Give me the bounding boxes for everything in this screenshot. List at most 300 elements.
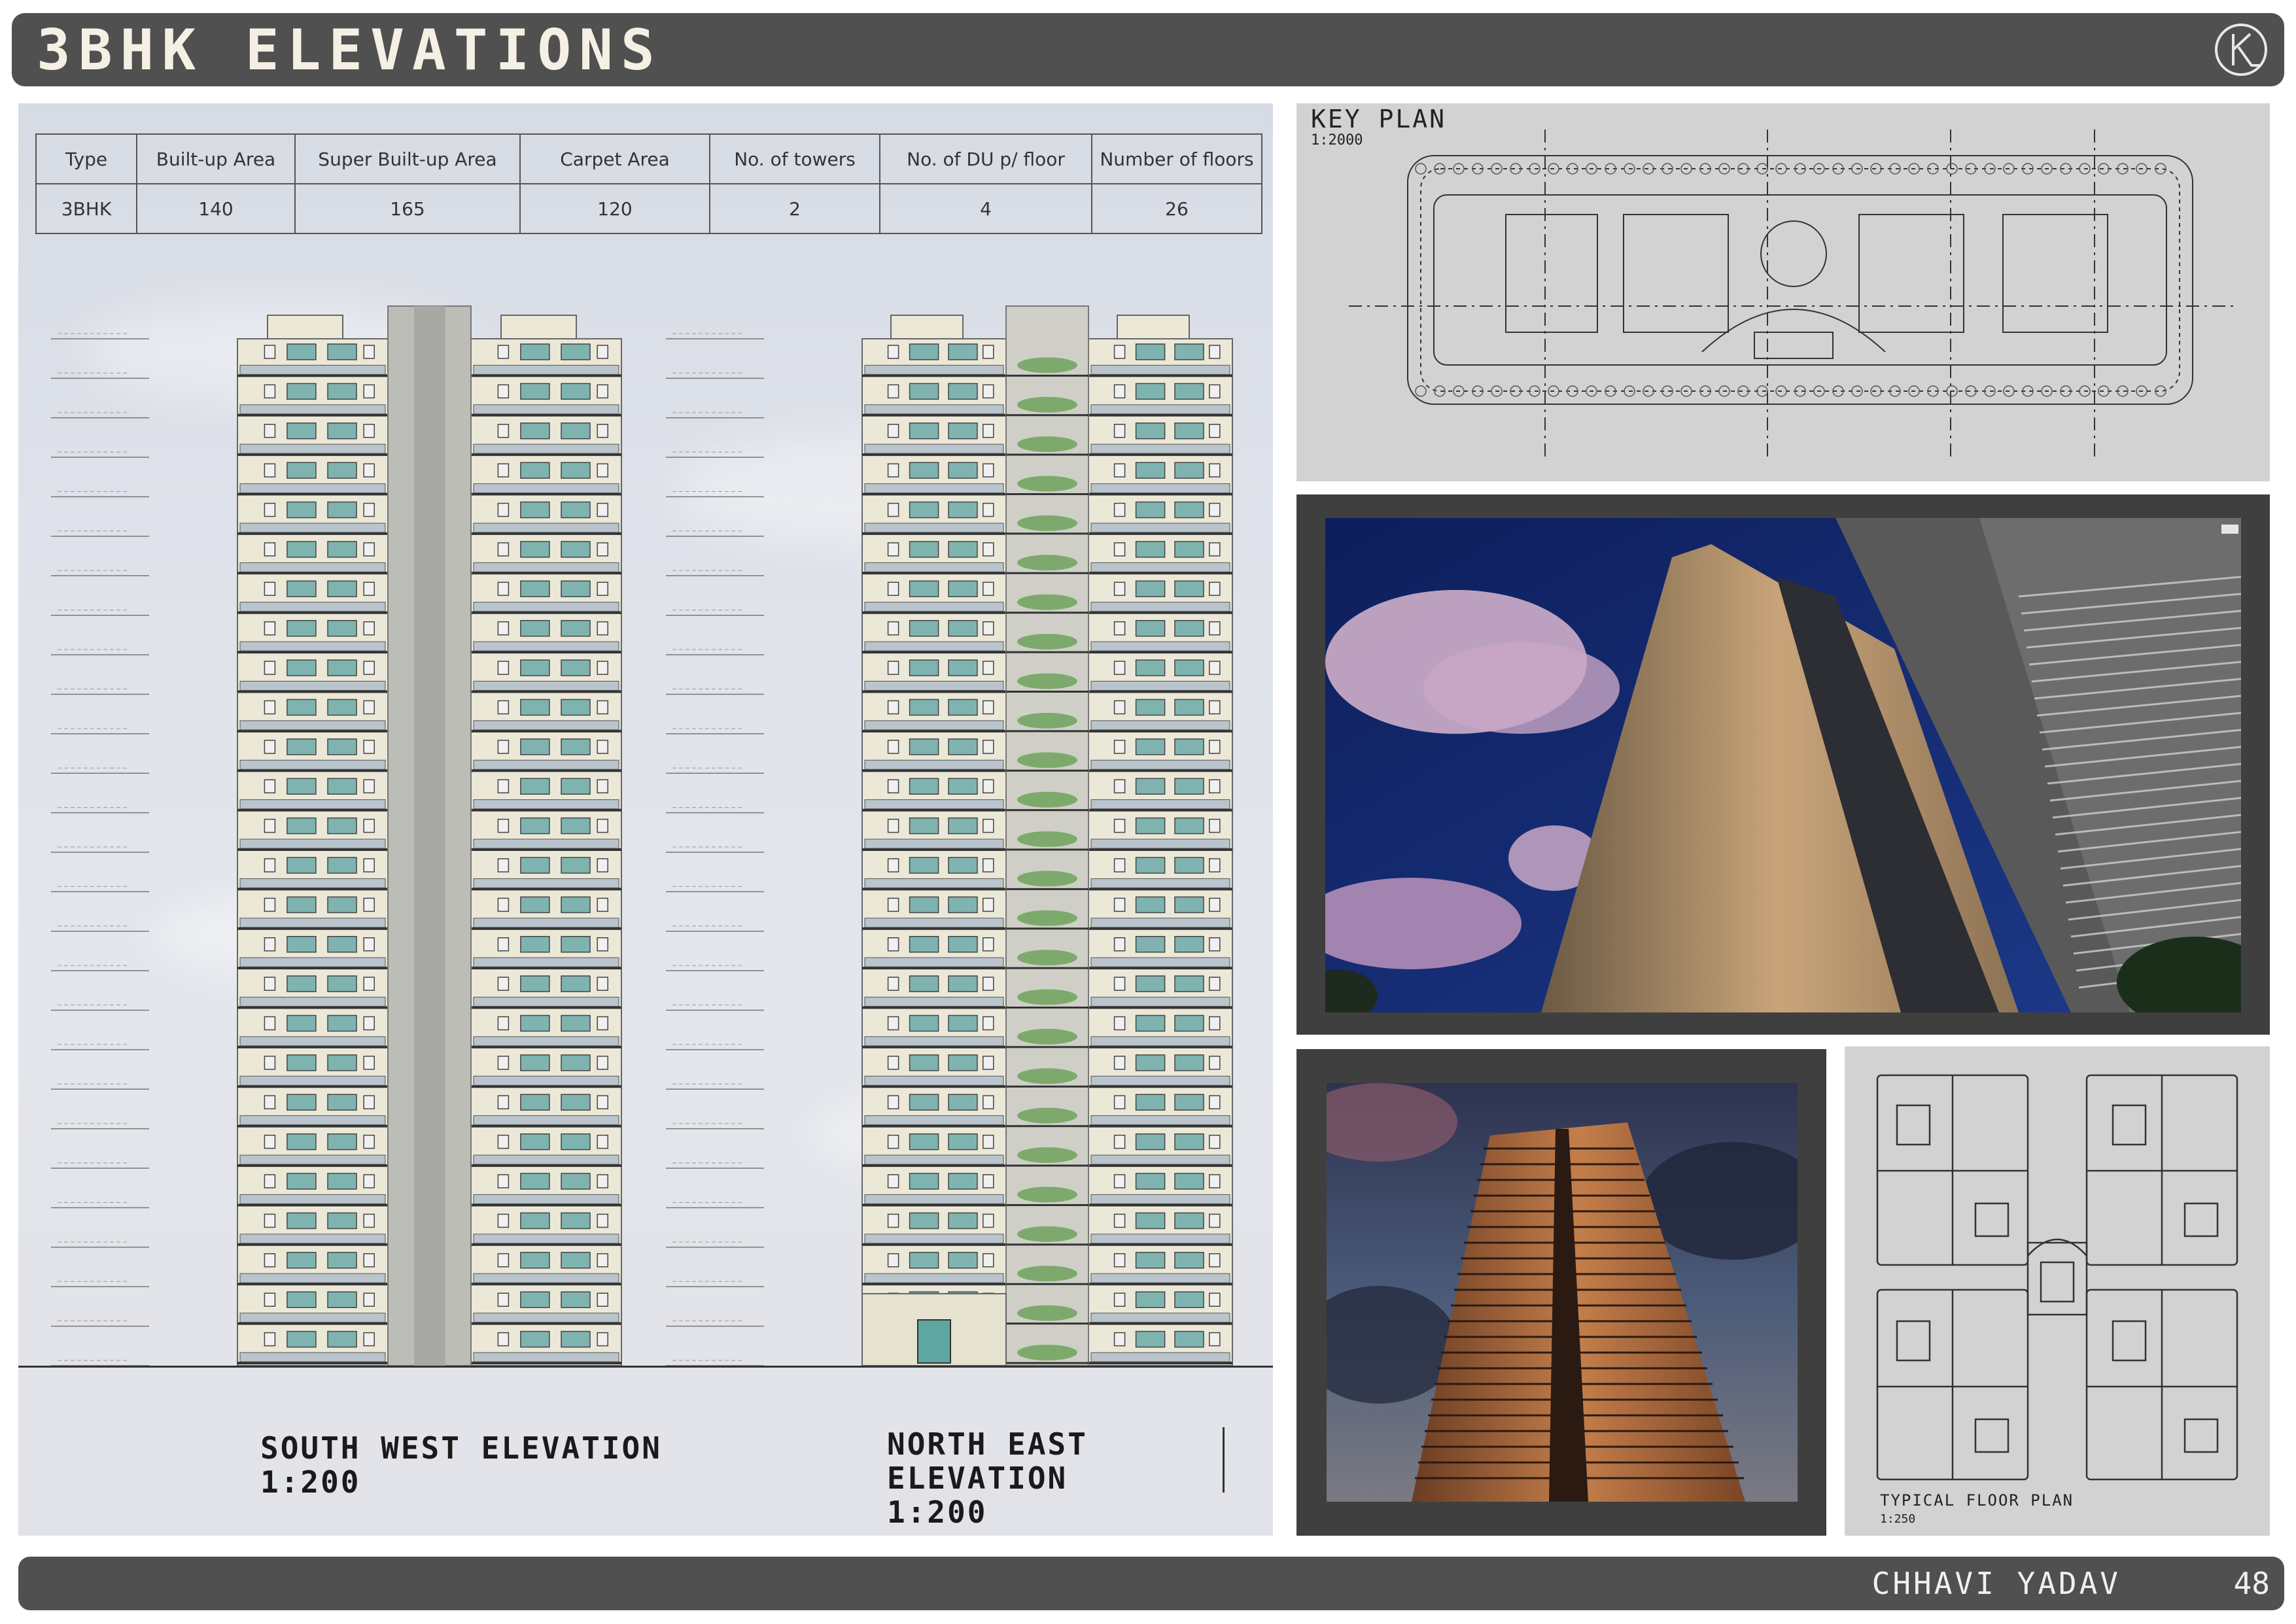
window bbox=[948, 1055, 977, 1071]
window bbox=[1175, 818, 1204, 834]
window bbox=[1136, 778, 1165, 794]
site-plan-drawing bbox=[1296, 103, 2270, 481]
window bbox=[1175, 937, 1204, 952]
window bbox=[597, 1096, 608, 1109]
window bbox=[1115, 1017, 1125, 1030]
window bbox=[287, 897, 316, 912]
window bbox=[264, 820, 275, 833]
balcony-railing bbox=[474, 1313, 619, 1322]
balcony-railing bbox=[865, 997, 1003, 1007]
window bbox=[364, 1096, 374, 1109]
title-bar bbox=[12, 13, 2284, 86]
window bbox=[561, 778, 590, 794]
window bbox=[910, 1213, 939, 1228]
window bbox=[1209, 740, 1220, 753]
window bbox=[910, 1094, 939, 1110]
balcony-railing bbox=[1091, 958, 1230, 967]
window bbox=[888, 622, 899, 635]
window bbox=[910, 542, 939, 557]
window bbox=[328, 502, 357, 518]
floor-plan-panel bbox=[1845, 1046, 2270, 1536]
window bbox=[287, 423, 316, 439]
window bbox=[1209, 504, 1220, 517]
window bbox=[498, 1056, 508, 1069]
window bbox=[597, 780, 608, 793]
logo-icon bbox=[2212, 21, 2270, 78]
window bbox=[364, 1017, 374, 1030]
window bbox=[498, 898, 508, 911]
window bbox=[561, 660, 590, 676]
balcony-railing bbox=[240, 760, 385, 769]
window bbox=[364, 1056, 374, 1069]
window bbox=[948, 818, 977, 834]
window bbox=[948, 621, 977, 636]
window bbox=[1136, 1253, 1165, 1268]
window bbox=[1175, 542, 1204, 557]
window bbox=[910, 857, 939, 873]
balcony-railing bbox=[474, 1234, 619, 1243]
window bbox=[983, 1254, 994, 1267]
col-carpet: Carpet Area bbox=[520, 134, 710, 184]
window bbox=[521, 1134, 549, 1150]
window bbox=[561, 857, 590, 873]
window bbox=[264, 464, 275, 477]
planter bbox=[1017, 1266, 1077, 1281]
balcony-railing bbox=[474, 1194, 619, 1203]
balcony-railing bbox=[240, 958, 385, 967]
window bbox=[948, 1134, 977, 1150]
window bbox=[1115, 977, 1125, 990]
window bbox=[1209, 1175, 1220, 1188]
window bbox=[498, 543, 508, 556]
window bbox=[561, 818, 590, 834]
window bbox=[948, 383, 977, 399]
window bbox=[1175, 462, 1204, 478]
window bbox=[1136, 1016, 1165, 1031]
window bbox=[888, 700, 899, 714]
balcony-railing bbox=[240, 997, 385, 1007]
balcony-railing bbox=[1091, 1037, 1230, 1046]
window bbox=[561, 1094, 590, 1110]
window bbox=[498, 504, 508, 517]
planter bbox=[1017, 752, 1077, 768]
window bbox=[264, 1056, 275, 1069]
window bbox=[597, 898, 608, 911]
window bbox=[983, 1214, 994, 1227]
window bbox=[910, 383, 939, 399]
window bbox=[597, 1056, 608, 1069]
window bbox=[264, 385, 275, 398]
window bbox=[1115, 1175, 1125, 1188]
window bbox=[561, 976, 590, 992]
window bbox=[1136, 818, 1165, 834]
planter bbox=[1017, 1226, 1077, 1242]
window bbox=[983, 622, 994, 635]
window bbox=[364, 700, 374, 714]
window bbox=[1115, 1096, 1125, 1109]
window bbox=[498, 1333, 508, 1346]
balcony-railing bbox=[865, 444, 1003, 453]
window bbox=[521, 937, 549, 952]
window bbox=[1115, 859, 1125, 872]
window bbox=[1209, 1135, 1220, 1149]
window bbox=[1209, 582, 1220, 595]
window bbox=[364, 1254, 374, 1267]
balcony-railing bbox=[1091, 997, 1230, 1007]
window bbox=[1209, 938, 1220, 951]
window bbox=[287, 739, 316, 755]
window bbox=[287, 857, 316, 873]
window bbox=[328, 581, 357, 596]
col-floors: Number of floors bbox=[1092, 134, 1262, 184]
window bbox=[1209, 898, 1220, 911]
window bbox=[1136, 502, 1165, 518]
window bbox=[1136, 423, 1165, 439]
window bbox=[328, 1055, 357, 1071]
window bbox=[287, 699, 316, 715]
window bbox=[597, 1293, 608, 1306]
window bbox=[1209, 780, 1220, 793]
window bbox=[1115, 345, 1125, 358]
window bbox=[888, 1254, 899, 1267]
planter bbox=[1017, 871, 1077, 886]
window bbox=[498, 820, 508, 833]
balcony-railing bbox=[474, 958, 619, 967]
window bbox=[287, 976, 316, 992]
window bbox=[597, 1175, 608, 1188]
balcony-railing bbox=[240, 602, 385, 612]
balcony-railing bbox=[474, 800, 619, 809]
window bbox=[364, 780, 374, 793]
window bbox=[983, 424, 994, 438]
balcony-railing bbox=[865, 681, 1003, 690]
window bbox=[948, 542, 977, 557]
window bbox=[498, 385, 508, 398]
window bbox=[264, 345, 275, 358]
window bbox=[888, 464, 899, 477]
window bbox=[287, 581, 316, 596]
balcony-railing bbox=[865, 800, 1003, 809]
window bbox=[910, 660, 939, 676]
window bbox=[521, 1094, 549, 1110]
window bbox=[264, 1214, 275, 1227]
window bbox=[888, 938, 899, 951]
window bbox=[1175, 1332, 1204, 1347]
window bbox=[597, 543, 608, 556]
window bbox=[328, 1332, 357, 1347]
window bbox=[888, 345, 899, 358]
balcony-railing bbox=[240, 918, 385, 927]
window bbox=[1209, 385, 1220, 398]
ne-elevation-label bbox=[887, 1427, 1273, 1529]
sw-elevation-scale: 1:200 bbox=[260, 1464, 361, 1500]
window bbox=[264, 543, 275, 556]
balcony-railing bbox=[474, 562, 619, 572]
window bbox=[1136, 1134, 1165, 1150]
window bbox=[1136, 1094, 1165, 1110]
window bbox=[264, 424, 275, 438]
window bbox=[983, 661, 994, 674]
cell: 140 bbox=[137, 184, 295, 233]
window bbox=[983, 1017, 994, 1030]
window bbox=[1115, 504, 1125, 517]
window bbox=[888, 661, 899, 674]
window bbox=[287, 621, 316, 636]
window bbox=[983, 898, 994, 911]
balcony-railing bbox=[240, 1155, 385, 1164]
window bbox=[1175, 344, 1204, 360]
cell: 165 bbox=[295, 184, 520, 233]
window bbox=[1175, 897, 1204, 912]
window bbox=[521, 897, 549, 912]
balcony-railing bbox=[865, 602, 1003, 612]
window bbox=[364, 938, 374, 951]
balcony-railing bbox=[1091, 1353, 1230, 1362]
window bbox=[597, 938, 608, 951]
window bbox=[1136, 1173, 1165, 1189]
balcony-railing bbox=[865, 1273, 1003, 1283]
window bbox=[1136, 976, 1165, 992]
window bbox=[328, 1016, 357, 1031]
window bbox=[888, 1175, 899, 1188]
roof-parapet bbox=[268, 315, 343, 339]
window bbox=[498, 424, 508, 438]
window bbox=[888, 582, 899, 595]
sw-core-shaft bbox=[414, 306, 445, 1366]
window bbox=[910, 778, 939, 794]
elevation-drawings bbox=[18, 103, 1273, 1536]
window bbox=[597, 385, 608, 398]
window bbox=[521, 344, 549, 360]
balcony-railing bbox=[474, 1353, 619, 1362]
balcony-railing bbox=[865, 839, 1003, 848]
balcony-railing bbox=[1091, 1194, 1230, 1203]
window bbox=[287, 1016, 316, 1031]
planter bbox=[1017, 634, 1077, 649]
window bbox=[1136, 462, 1165, 478]
window bbox=[521, 1332, 549, 1347]
balcony-railing bbox=[1091, 642, 1230, 651]
window bbox=[888, 385, 899, 398]
balcony-railing bbox=[1091, 800, 1230, 809]
window bbox=[264, 661, 275, 674]
window bbox=[983, 740, 994, 753]
window bbox=[364, 424, 374, 438]
cell: 2 bbox=[710, 184, 880, 233]
col-towers: No. of towers bbox=[710, 134, 880, 184]
window bbox=[498, 622, 508, 635]
window bbox=[948, 897, 977, 912]
window bbox=[1136, 937, 1165, 952]
window bbox=[1175, 1055, 1204, 1071]
page-number: 48 bbox=[2233, 1566, 2270, 1601]
ne-elevation-scale: 1:200 bbox=[887, 1494, 988, 1530]
window bbox=[1115, 1254, 1125, 1267]
planter bbox=[1017, 673, 1077, 689]
window bbox=[910, 621, 939, 636]
window bbox=[948, 462, 977, 478]
window bbox=[1115, 622, 1125, 635]
window bbox=[597, 820, 608, 833]
window bbox=[1209, 1333, 1220, 1346]
balcony-railing bbox=[865, 405, 1003, 414]
window bbox=[983, 582, 994, 595]
window bbox=[948, 739, 977, 755]
window bbox=[561, 1332, 590, 1347]
cell: 120 bbox=[520, 184, 710, 233]
window bbox=[287, 1173, 316, 1189]
window bbox=[948, 502, 977, 518]
balcony-railing bbox=[1091, 484, 1230, 493]
window bbox=[948, 976, 977, 992]
window bbox=[1115, 1056, 1125, 1069]
balcony-railing bbox=[240, 1273, 385, 1283]
window bbox=[1175, 739, 1204, 755]
balcony-railing bbox=[1091, 1313, 1230, 1322]
window bbox=[1175, 423, 1204, 439]
window bbox=[1136, 383, 1165, 399]
window bbox=[521, 857, 549, 873]
window bbox=[948, 1173, 977, 1189]
window bbox=[597, 622, 608, 635]
window bbox=[364, 820, 374, 833]
window bbox=[521, 660, 549, 676]
planter bbox=[1017, 515, 1077, 531]
window bbox=[1175, 1134, 1204, 1150]
balcony-railing bbox=[1091, 1155, 1230, 1164]
window bbox=[1136, 581, 1165, 596]
window bbox=[983, 345, 994, 358]
window bbox=[1115, 543, 1125, 556]
entrance-door bbox=[918, 1320, 950, 1363]
balcony-railing bbox=[474, 523, 619, 532]
window bbox=[521, 383, 549, 399]
balcony-railing bbox=[474, 1076, 619, 1085]
window bbox=[948, 1213, 977, 1228]
planter bbox=[1017, 1147, 1077, 1163]
window bbox=[910, 1253, 939, 1268]
window bbox=[948, 937, 977, 952]
window bbox=[521, 423, 549, 439]
window bbox=[983, 859, 994, 872]
balcony-railing bbox=[240, 642, 385, 651]
cell: 3BHK bbox=[36, 184, 137, 233]
window bbox=[287, 1253, 316, 1268]
floor-plan-title: TYPICAL FLOOR PLAN bbox=[1880, 1491, 2074, 1510]
window bbox=[1209, 859, 1220, 872]
window bbox=[521, 976, 549, 992]
window bbox=[498, 700, 508, 714]
window bbox=[364, 543, 374, 556]
window bbox=[597, 464, 608, 477]
window bbox=[948, 699, 977, 715]
balcony-railing bbox=[865, 1155, 1003, 1164]
window bbox=[1136, 699, 1165, 715]
tree-symbol bbox=[1416, 386, 1426, 396]
footer-bar bbox=[18, 1557, 2284, 1610]
planter bbox=[1017, 910, 1077, 926]
window bbox=[1175, 660, 1204, 676]
window bbox=[287, 383, 316, 399]
window bbox=[264, 1333, 275, 1346]
balcony-railing bbox=[240, 681, 385, 690]
window bbox=[364, 740, 374, 753]
window bbox=[1136, 621, 1165, 636]
window bbox=[521, 581, 549, 596]
window bbox=[561, 542, 590, 557]
roof-parapet bbox=[1117, 315, 1189, 339]
window bbox=[1175, 502, 1204, 518]
window bbox=[1209, 820, 1220, 833]
planter bbox=[1017, 436, 1077, 452]
window bbox=[597, 977, 608, 990]
balcony-railing bbox=[474, 365, 619, 374]
sw-elevation-label bbox=[260, 1431, 662, 1499]
balcony-railing bbox=[240, 405, 385, 414]
planter bbox=[1017, 990, 1077, 1005]
window bbox=[597, 661, 608, 674]
window bbox=[1175, 1213, 1204, 1228]
window bbox=[328, 857, 357, 873]
planter bbox=[1017, 950, 1077, 965]
window bbox=[1209, 424, 1220, 438]
window bbox=[910, 1134, 939, 1150]
window bbox=[561, 383, 590, 399]
balcony-railing bbox=[1091, 562, 1230, 572]
balcony-railing bbox=[1091, 878, 1230, 888]
planter bbox=[1017, 1305, 1077, 1321]
window bbox=[910, 897, 939, 912]
window bbox=[287, 462, 316, 478]
window bbox=[910, 581, 939, 596]
elevations-panel bbox=[18, 103, 1273, 1536]
window bbox=[287, 1292, 316, 1307]
balcony-railing bbox=[865, 365, 1003, 374]
window bbox=[910, 1055, 939, 1071]
balcony-railing bbox=[1091, 405, 1230, 414]
key-plan-title: KEY PLAN bbox=[1311, 105, 1447, 133]
balcony-railing bbox=[240, 721, 385, 730]
window bbox=[910, 699, 939, 715]
window bbox=[498, 345, 508, 358]
window bbox=[1115, 1333, 1125, 1346]
window bbox=[983, 1096, 994, 1109]
balcony-railing bbox=[1091, 681, 1230, 690]
window bbox=[597, 1333, 608, 1346]
ne-elevation-title: NORTH EAST ELEVATION bbox=[887, 1426, 1088, 1496]
window bbox=[983, 1175, 994, 1188]
window bbox=[264, 582, 275, 595]
window bbox=[498, 464, 508, 477]
window bbox=[1115, 1214, 1125, 1227]
window bbox=[561, 423, 590, 439]
window bbox=[264, 1017, 275, 1030]
window bbox=[561, 1292, 590, 1307]
window bbox=[561, 1134, 590, 1150]
window bbox=[364, 622, 374, 635]
window bbox=[597, 582, 608, 595]
window bbox=[1175, 1173, 1204, 1189]
window bbox=[521, 1173, 549, 1189]
window bbox=[983, 700, 994, 714]
window bbox=[364, 661, 374, 674]
roof-parapet bbox=[501, 315, 576, 339]
window bbox=[521, 1213, 549, 1228]
window bbox=[364, 345, 374, 358]
window bbox=[328, 778, 357, 794]
window bbox=[498, 1096, 508, 1109]
balcony-railing bbox=[865, 642, 1003, 651]
